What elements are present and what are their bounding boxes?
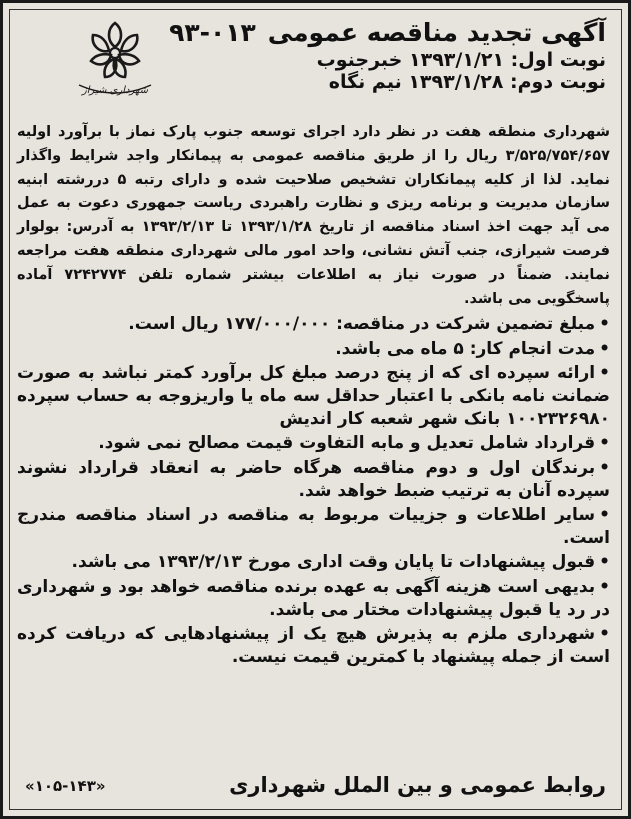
notice-header [169, 17, 606, 93]
title-text: آگهی تجدید مناقصه عمومی [267, 18, 606, 47]
list-item: •سایر اطلاعات و جزییات مربوط به مناقصه در اسناد مناقصه مندرج است. [17, 505, 610, 549]
first-publication: نوبت اول: ۱۳۹۳/۱/۲۱ خبرجنوب [316, 49, 606, 71]
list-item: •ارائه سپرده ای که از پنج درصد مبلغ کل برآورد کمتر نباشد به صورت ضمانت نامه بانکی با اعتبار حداقل سه ماه یا واریزوجه به حساب سپرده ۱۰۰۲۳۲۶۹۸۰ بانک شهر شعبه کار اندیش [17, 362, 610, 430]
signature: روابط عمومی و بین الملل شهرداری [229, 773, 606, 797]
list-item: •مبلغ تضمین شرکت در مناقصه: ۱۷۷/۰۰۰/۰۰۰ ریال است. [128, 314, 610, 335]
list-item: •قبول پیشنهادات تا پایان وقت اداری مورخ ۱۳۹۳/۲/۱۳ می باشد. [71, 552, 610, 573]
conditions-list [17, 313, 610, 669]
list-item: •قرارداد شامل تعدیل و مابه التفاوت قیمت مصالح نمی شود. [98, 433, 610, 454]
notice-body [17, 121, 610, 670]
list-item: •بدیهی است هزینه آگهی به عهده برنده مناقصه خواهد بود و شهرداری در رد یا قبول پیشنهادات مختار می باشد. [17, 576, 610, 620]
list-item: •شهرداری ملزم به پذیرش هیچ یک از پیشنهادهایی که دریافت کرده است از جمله پیشنهاد با کمترین قیمت نیست. [17, 624, 610, 668]
list-item: •مدت انجام کار: ۵ ماه می باشد. [335, 338, 610, 359]
tender-code: ۰۱۳-۹۳ [169, 18, 256, 47]
list-item: •برندگان اول و دوم مناقصه هرگاه حاضر به انعقاد قرارداد نشوند سپرده آنان به ترتیب ضبط خواهد شد. [17, 457, 610, 501]
logo-caption: شهرداری شیراز [81, 85, 149, 96]
notice-title [169, 17, 606, 49]
shiraz-municipality-logo [65, 15, 165, 103]
notice-footer [21, 773, 606, 807]
ad-code: «۱۰۵-۱۴۳» [25, 777, 106, 795]
intro-paragraph: شهرداری منطقه هفت در نظر دارد اجرای توسعه جنوب پارک نماز با برآورد اولیه ۳/۵۲۵/۷۵۴/۶۵۷ ریال را از طریق مناقصه عمومی به پیمانکار واجد شرایط واگذار نماید. لذا از کلیه پیمانکاران تشخیص صلاحیت شده و دارای رتبه ۵ دررشته ابنیه سازمان مدیریت و برنامه ریزی و نظارت راهبردی ریاست جمهوری دعوت به عمل می آید جهت اخذ اسناد مناقصه از تاریخ ۱۳۹۳/۱/۲۸ تا ۱۳۹۳/۲/۱۳ به آدرس: بولوار فرصت شیرازی، جنب آتش نشانی، واحد امور مالی شهرداری منطقه هفت مراجعه نمایند. ضمناً در صورت نیاز به اطلاعات بیشتر شماره تلفن ۷۲۴۲۷۷۴ آماده پاسخگویی می باشد. [17, 124, 610, 307]
second-publication: نوبت دوم: ۱۳۹۳/۱/۲۸ نیم نگاه [328, 71, 606, 93]
